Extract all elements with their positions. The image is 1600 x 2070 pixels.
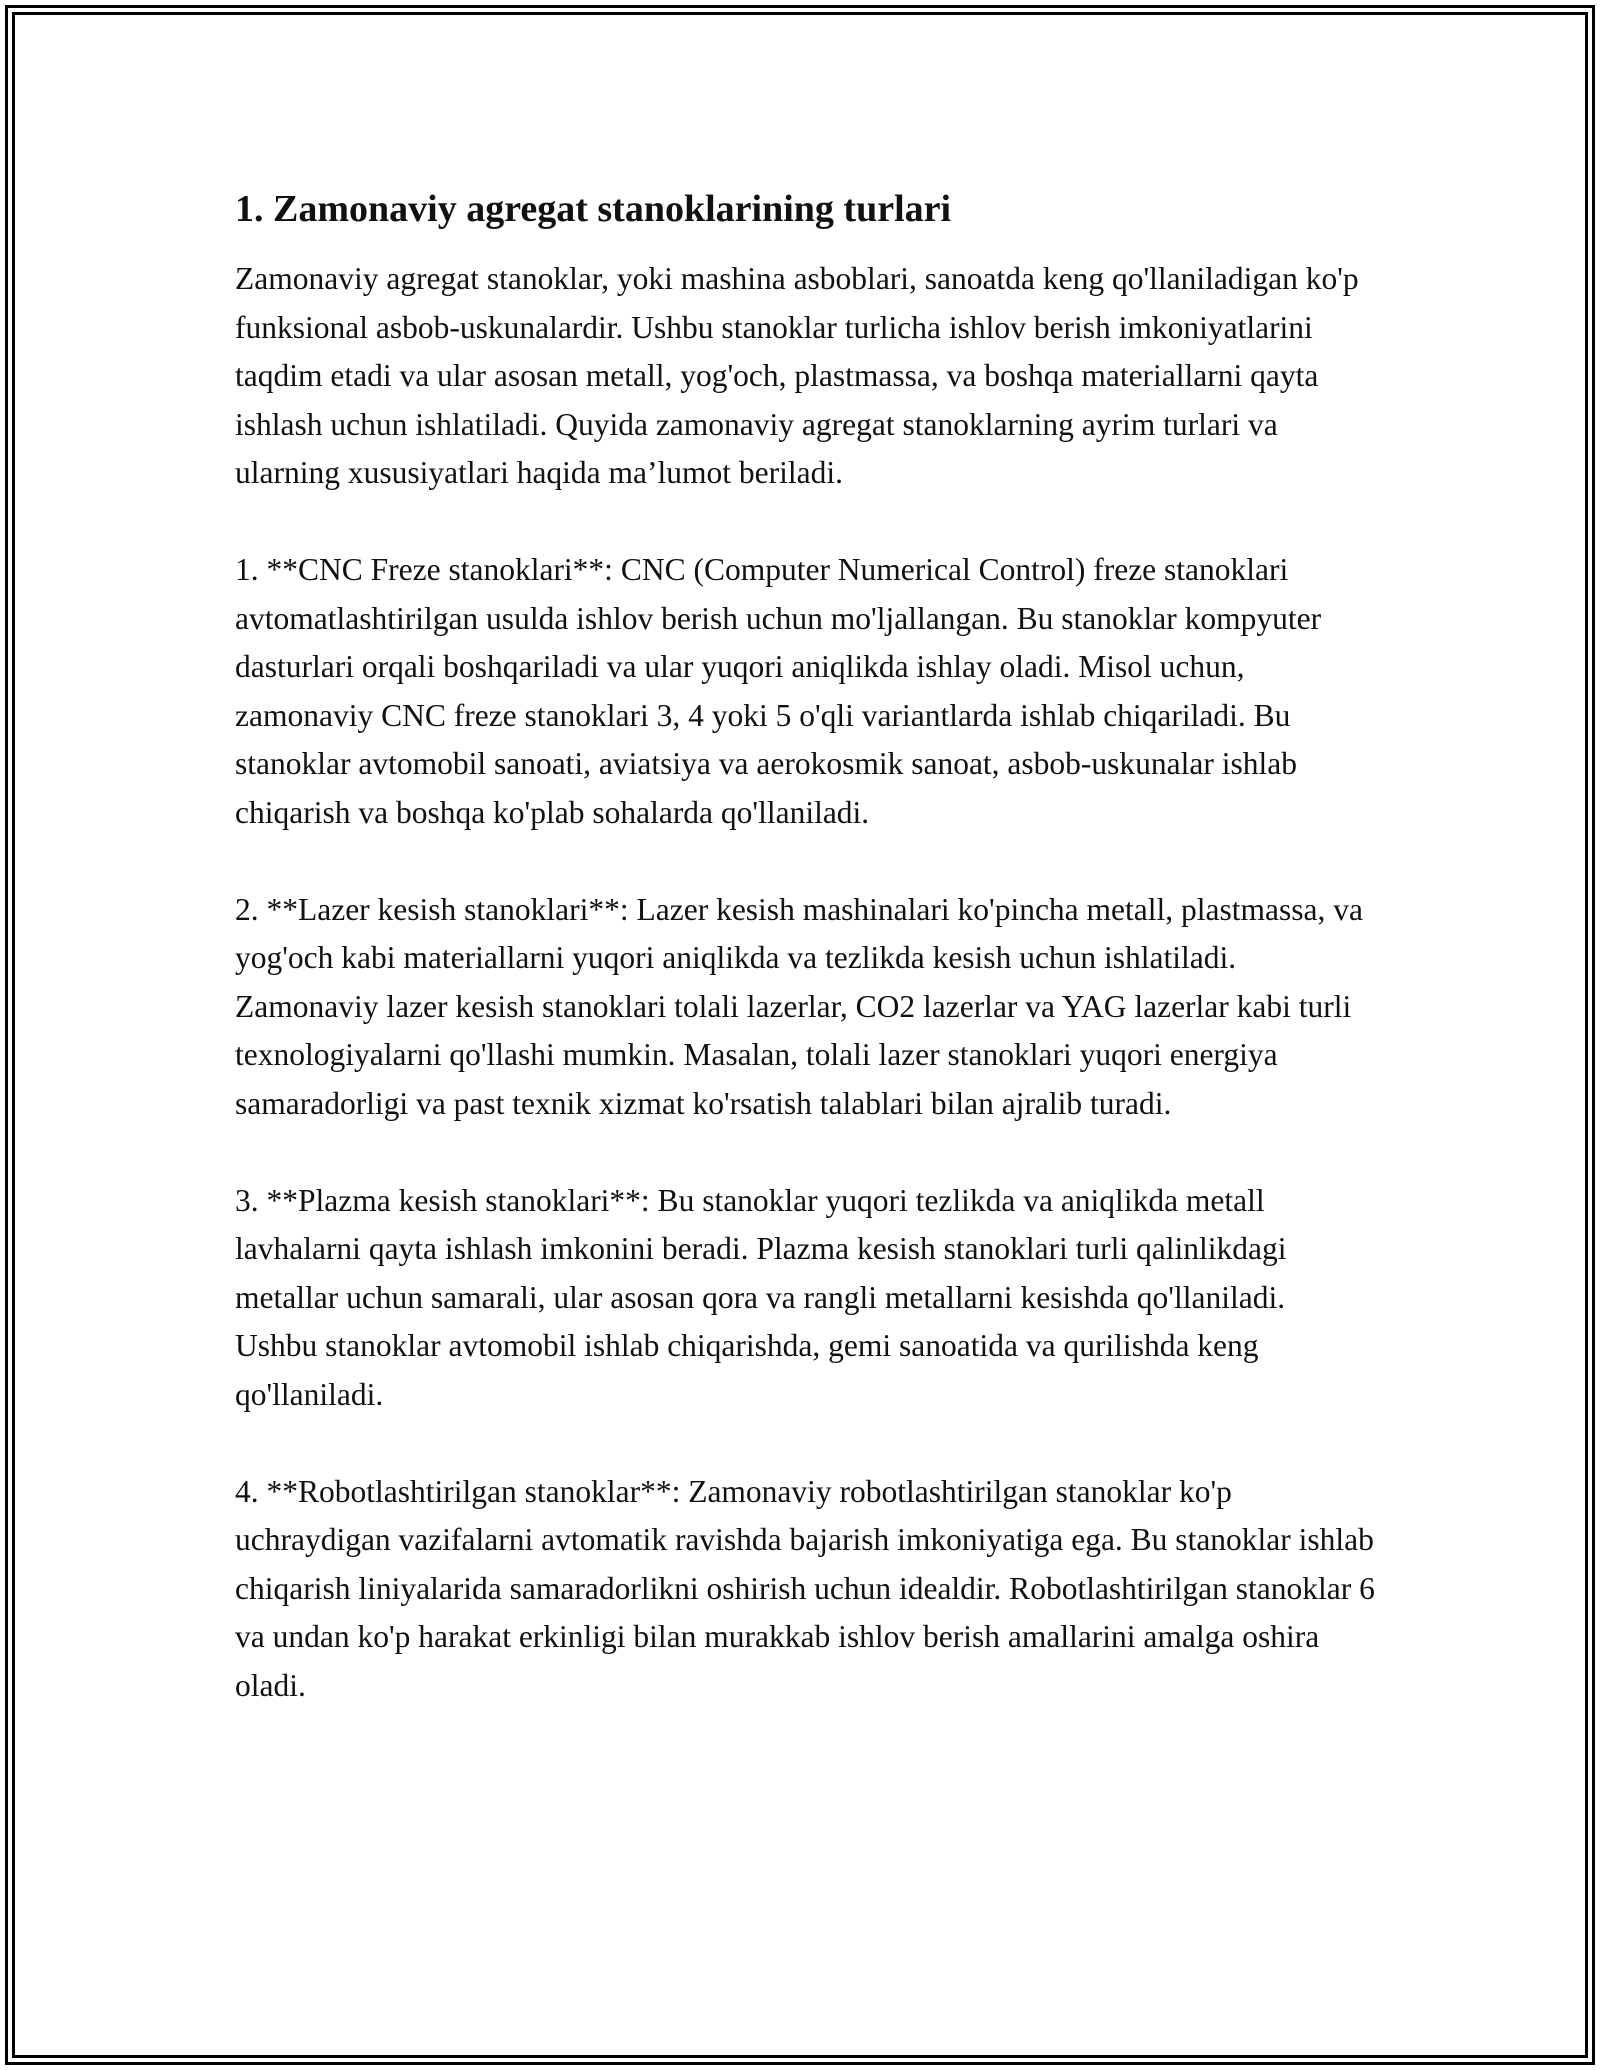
paragraph-robotic-machines: 4. **Robotlashtirilgan stanoklar**: Zamonaviy robotlashtirilgan stanoklar ko'p uchraydigan vazifalarni avtomatik ravishda bajarish imkoniyatiga ega. Bu stanoklar ishlab chiqarish liniyalarida samaradorlikni oshirish uchun idealdir. Robotlashtirilgan stanoklar 6 va undan ko'p harakat erkinligi bilan murakkab ishlov berish amallarini amalga oshira oladi. (235, 1473, 1375, 1703)
paragraph-plasma-cutting: 3. **Plazma kesish stanoklari**: Bu stanoklar yuqori tezlikda va aniqlikda metall lavhalarni qayta ishlash imkonini beradi. Plazma kesish stanoklari turli qalinlikdagi metallar uchun samarali, ular asosan qora va rangli metallarni kesishda qo'llaniladi. Ushbu stanoklar avtomobil ishlab chiqarishda, gemi sanoatida va qurilishda keng qo'llaniladi. (235, 1182, 1287, 1412)
paragraph-laser-cutting: 2. **Lazer kesish stanoklari**: Lazer kesish mashinalari ko'pincha metall, plastmassa, va yog'och kabi materiallarni yuqori aniqlikda va tezlikda kesish uchun ishlatiladi. Zamonaviy lazer kesish stanoklari tolali lazerlar, CO2 lazerlar va YAG lazerlar kabi turli texnologiyalarni qo'llashi mumkin. Masalan, tolali lazer stanoklari yuqori energiya samaradorligi va past texnik xizmat ko'rsatish talablari bilan ajralib turadi. (235, 891, 1363, 1121)
document-title: 1. Zamonaviy agregat stanoklarining turlari (235, 188, 952, 230)
paragraph-intro: Zamonaviy agregat stanoklar, yoki mashina asboblari, sanoatda keng qo'llaniladigan ko'p funksional asbob-uskunalardir. Ushbu stanoklar turlicha ishlov berish imkoniyatlarini taqdim etadi va ular asosan metall, yog'och, plastmassa, va boshqa materiallarni qayta ishlash uchun ishlatiladi. Quyida zamonaviy agregat stanoklarning ayrim turlari va ularning xususiyatlari haqida ma’lumot beriladi. (235, 261, 1359, 490)
document-body (235, 185, 1375, 1710)
paragraph-cnc-milling: 1. **CNC Freze stanoklari**: CNC (Computer Numerical Control) freze stanoklari avtomatlashtirilgan usulda ishlov berish uchun mo'ljallangan. Bu stanoklar kompyuter dasturlari orqali boshqariladi va ular yuqori aniqlikda ishlay oladi. Misol uchun, zamonaviy CNC freze stanoklari 3, 4 yoki 5 o'qli variantlarda ishlab chiqariladi. Bu stanoklar avtomobil sanoati, aviatsiya va aerokosmik sanoat, asbob-uskunalar ishlab chiqarish va boshqa ko'plab sohalarda qo'llaniladi. (235, 552, 1322, 830)
